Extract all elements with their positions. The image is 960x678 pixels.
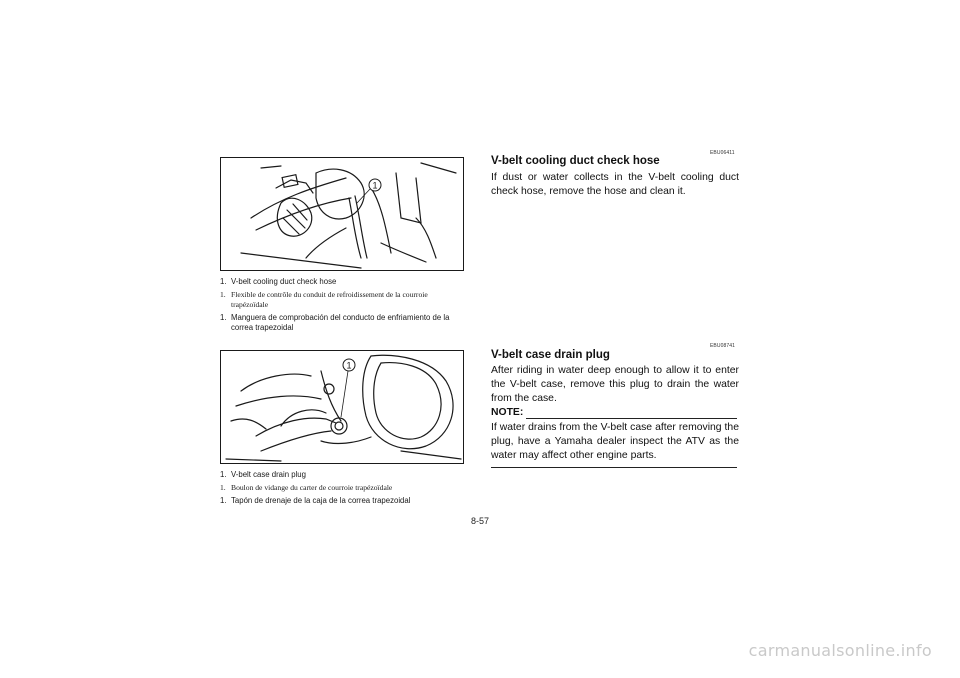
caption-en-2: 1. V-belt case drain plug	[220, 470, 306, 479]
caption-es-1: 1. Manguera de comprobación del conducto de enfriamiento de la correa trapezoidal	[220, 313, 450, 332]
figure-drain-plug	[220, 350, 464, 464]
note-bottom-rule	[491, 467, 737, 468]
note-top-rule	[526, 418, 737, 419]
illustration-drain-plug	[221, 351, 463, 463]
caption-es-2: 1. Tapón de drenaje de la caja de la correa trapezoidal	[220, 496, 411, 505]
callout-2-label: 1	[346, 360, 352, 371]
callout-1-label: 1	[372, 180, 378, 191]
caption-fr-1: 1. Flexible de contrôle du conduit de refroidissement de la courroie trapézoïdale	[220, 290, 428, 309]
caption-fr-2: 1. Boulon de vidange du carter de courroie trapézoïdale	[220, 483, 393, 492]
note-label: NOTE:	[491, 407, 524, 418]
note-text: If water drains from the V-belt case after removing the plug, have a Yamaha dealer inspect the ATV as the water may affect other engine parts.	[491, 422, 739, 461]
page-number: 8-57	[470, 516, 489, 526]
figure-cooling-duct-hose	[220, 157, 464, 271]
section-body-2: After riding in water deep enough to allow it to enter the V-belt case, remove this plug to drain the water from the case.	[491, 365, 739, 404]
section-code-1: EBU06411	[710, 150, 735, 156]
watermark: carmanualsonline.info	[748, 641, 932, 660]
section-body-1: If dust or water collects in the V-belt cooling duct check hose, remove the hose and clean it.	[491, 172, 739, 197]
section-title-1: V-belt cooling duct check hose	[491, 155, 660, 167]
section-code-2: EBU08741	[710, 343, 735, 349]
illustration-cooling-duct-hose	[221, 158, 463, 270]
section-title-2: V-belt case drain plug	[491, 349, 610, 361]
caption-en-1: 1. V-belt cooling duct check hose	[220, 277, 337, 286]
